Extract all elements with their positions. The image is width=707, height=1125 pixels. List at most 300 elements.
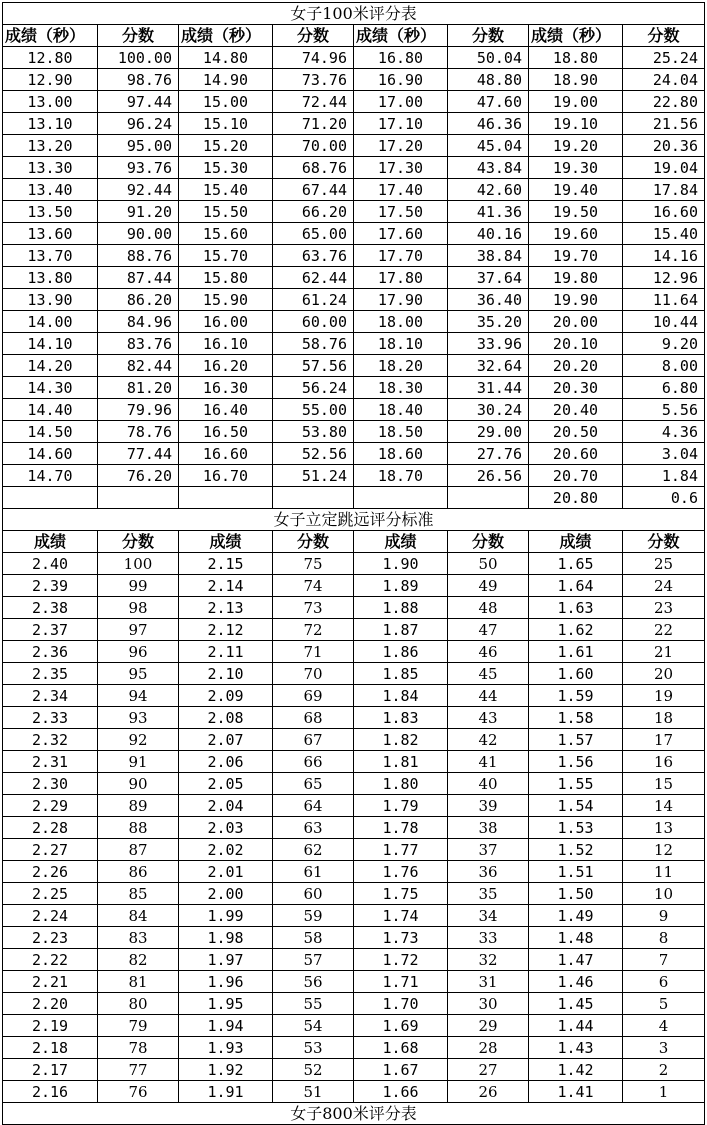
score-cell: 22.80 <box>623 91 705 113</box>
result-cell: 2.34 <box>3 685 98 707</box>
score-column-header: 分数 <box>273 25 354 47</box>
result-cell: 1.45 <box>529 993 623 1015</box>
score-cell: 3.04 <box>623 443 705 465</box>
score-cell: 13 <box>623 817 705 839</box>
result-cell: 2.09 <box>179 685 273 707</box>
table-row <box>3 839 705 861</box>
score-cell: 11.64 <box>623 289 705 311</box>
score-cell: 39 <box>448 795 529 817</box>
result-cell: 19.30 <box>529 157 623 179</box>
result-cell: 1.61 <box>529 641 623 663</box>
result-cell: 19.60 <box>529 223 623 245</box>
result-cell: 18.50 <box>354 421 448 443</box>
score-cell: 29 <box>448 1015 529 1037</box>
result-cell: 15.10 <box>179 113 273 135</box>
result-cell: 15.70 <box>179 245 273 267</box>
score-cell: 43.84 <box>448 157 529 179</box>
score-cell: 56.24 <box>273 377 354 399</box>
result-cell: 18.20 <box>354 355 448 377</box>
score-cell: 16.60 <box>623 201 705 223</box>
table-row <box>3 751 705 773</box>
result-cell: 1.77 <box>354 839 448 861</box>
score-cell: 96 <box>98 641 179 663</box>
result-cell: 2.02 <box>179 839 273 861</box>
score-cell: 71.20 <box>273 113 354 135</box>
result-cell: 16.40 <box>179 399 273 421</box>
score-cell: 47 <box>448 619 529 641</box>
score-cell: 16 <box>623 751 705 773</box>
result-cell: 2.39 <box>3 575 98 597</box>
score-cell: 36.40 <box>448 289 529 311</box>
table-row <box>3 311 705 333</box>
score-cell: 63 <box>273 817 354 839</box>
score-cell: 69 <box>273 685 354 707</box>
result-cell: 2.10 <box>179 663 273 685</box>
result-column-header: 成绩 <box>3 531 98 553</box>
score-cell: 73.76 <box>273 69 354 91</box>
result-cell: 20.60 <box>529 443 623 465</box>
score-cell: 80 <box>98 993 179 1015</box>
score-cell: 93.76 <box>98 157 179 179</box>
score-cell: 41.36 <box>448 201 529 223</box>
score-cell: 88 <box>98 817 179 839</box>
score-cell: 35 <box>448 883 529 905</box>
result-column-header: 成绩（秒） <box>3 25 98 47</box>
table-row <box>3 1081 705 1103</box>
result-cell: 18.80 <box>529 47 623 69</box>
score-cell: 77.44 <box>98 443 179 465</box>
result-cell: 17.80 <box>354 267 448 289</box>
result-cell: 17.00 <box>354 91 448 113</box>
result-cell: 1.58 <box>529 707 623 729</box>
table-row <box>3 597 705 619</box>
result-cell: 19.90 <box>529 289 623 311</box>
result-cell: 1.73 <box>354 927 448 949</box>
score-cell: 32.64 <box>448 355 529 377</box>
result-cell: 2.08 <box>179 707 273 729</box>
result-cell: 1.98 <box>179 927 273 949</box>
score-cell: 65 <box>273 773 354 795</box>
score-cell: 22 <box>623 619 705 641</box>
score-cell: 6.80 <box>623 377 705 399</box>
result-cell: 14.50 <box>3 421 98 443</box>
result-cell: 2.19 <box>3 1015 98 1037</box>
score-cell <box>98 487 179 509</box>
score-cell: 82.44 <box>98 355 179 377</box>
result-cell: 1.94 <box>179 1015 273 1037</box>
score-cell: 17 <box>623 729 705 751</box>
result-cell: 1.87 <box>354 619 448 641</box>
result-cell: 1.48 <box>529 927 623 949</box>
score-cell: 42 <box>448 729 529 751</box>
result-cell: 13.60 <box>3 223 98 245</box>
score-cell: 100 <box>98 553 179 575</box>
score-cell: 45 <box>448 663 529 685</box>
score-cell: 53.80 <box>273 421 354 443</box>
score-cell: 26.56 <box>448 465 529 487</box>
table-row <box>3 223 705 245</box>
result-cell: 20.10 <box>529 333 623 355</box>
result-cell: 1.89 <box>354 575 448 597</box>
table-row <box>3 69 705 91</box>
result-cell: 2.29 <box>3 795 98 817</box>
result-cell: 1.46 <box>529 971 623 993</box>
score-cell: 92 <box>98 729 179 751</box>
score-cell: 49 <box>448 575 529 597</box>
result-cell: 19.20 <box>529 135 623 157</box>
result-cell: 1.99 <box>179 905 273 927</box>
result-cell: 16.90 <box>354 69 448 91</box>
table-row <box>3 135 705 157</box>
result-cell: 2.30 <box>3 773 98 795</box>
score-cell: 71 <box>273 641 354 663</box>
result-cell: 1.60 <box>529 663 623 685</box>
score-cell: 50 <box>448 553 529 575</box>
result-cell: 1.66 <box>354 1081 448 1103</box>
result-cell: 2.16 <box>3 1081 98 1103</box>
score-cell: 31 <box>448 971 529 993</box>
score-cell: 68 <box>273 707 354 729</box>
result-cell: 17.50 <box>354 201 448 223</box>
score-cell: 1 <box>623 1081 705 1103</box>
score-cell: 10 <box>623 883 705 905</box>
result-column-header: 成绩（秒） <box>354 25 448 47</box>
table-row <box>3 553 705 575</box>
score-cell: 78.76 <box>98 421 179 443</box>
result-cell: 18.70 <box>354 465 448 487</box>
result-cell: 15.50 <box>179 201 273 223</box>
table-row <box>3 641 705 663</box>
score-cell: 40 <box>448 773 529 795</box>
score-column-header: 分数 <box>448 531 529 553</box>
result-cell: 16.50 <box>179 421 273 443</box>
score-cell: 14 <box>623 795 705 817</box>
result-cell: 16.80 <box>354 47 448 69</box>
score-cell: 77 <box>98 1059 179 1081</box>
table-row <box>3 289 705 311</box>
score-cell: 44 <box>448 685 529 707</box>
score-cell: 91 <box>98 751 179 773</box>
score-cell: 42.60 <box>448 179 529 201</box>
result-cell: 19.10 <box>529 113 623 135</box>
score-cell: 8.00 <box>623 355 705 377</box>
result-cell: 1.53 <box>529 817 623 839</box>
result-cell: 14.90 <box>179 69 273 91</box>
score-cell: 63.76 <box>273 245 354 267</box>
result-cell: 18.10 <box>354 333 448 355</box>
score-cell: 67 <box>273 729 354 751</box>
score-cell: 87 <box>98 839 179 861</box>
score-cell: 72.44 <box>273 91 354 113</box>
result-cell: 17.40 <box>354 179 448 201</box>
result-cell: 1.70 <box>354 993 448 1015</box>
score-cell: 67.44 <box>273 179 354 201</box>
result-cell: 17.20 <box>354 135 448 157</box>
score-cell: 50.04 <box>448 47 529 69</box>
score-cell: 9 <box>623 905 705 927</box>
result-cell: 14.80 <box>179 47 273 69</box>
score-cell: 83 <box>98 927 179 949</box>
result-cell: 1.84 <box>354 685 448 707</box>
table-row <box>3 1037 705 1059</box>
result-cell: 1.67 <box>354 1059 448 1081</box>
score-cell: 75 <box>273 553 354 575</box>
score-cell: 38 <box>448 817 529 839</box>
result-cell: 15.30 <box>179 157 273 179</box>
result-column-header: 成绩 <box>354 531 448 553</box>
table-row <box>3 949 705 971</box>
result-column-header: 成绩 <box>529 531 623 553</box>
score-cell: 47.60 <box>448 91 529 113</box>
result-cell: 2.17 <box>3 1059 98 1081</box>
result-cell: 2.20 <box>3 993 98 1015</box>
score-cell: 38.84 <box>448 245 529 267</box>
result-cell: 2.32 <box>3 729 98 751</box>
result-cell: 19.80 <box>529 267 623 289</box>
score-cell: 53 <box>273 1037 354 1059</box>
score-cell: 70 <box>273 663 354 685</box>
score-cell: 70.00 <box>273 135 354 157</box>
result-cell: 1.86 <box>354 641 448 663</box>
score-column-header: 分数 <box>273 531 354 553</box>
result-cell <box>3 487 98 509</box>
result-cell: 1.41 <box>529 1081 623 1103</box>
result-cell: 2.11 <box>179 641 273 663</box>
table-row <box>3 47 705 69</box>
score-cell: 36 <box>448 861 529 883</box>
score-cell: 97.44 <box>98 91 179 113</box>
score-cell: 28 <box>448 1037 529 1059</box>
score-cell: 72 <box>273 619 354 641</box>
score-cell: 26 <box>448 1081 529 1103</box>
result-cell: 2.13 <box>179 597 273 619</box>
score-cell: 1.84 <box>623 465 705 487</box>
score-cell: 34 <box>448 905 529 927</box>
score-cell: 73 <box>273 597 354 619</box>
result-cell: 16.30 <box>179 377 273 399</box>
score-cell: 18 <box>623 707 705 729</box>
score-cell: 62.44 <box>273 267 354 289</box>
result-cell: 1.92 <box>179 1059 273 1081</box>
score-cell: 24.04 <box>623 69 705 91</box>
score-cell: 84.96 <box>98 311 179 333</box>
score-cell: 52 <box>273 1059 354 1081</box>
table-row <box>3 201 705 223</box>
score-cell: 45.04 <box>448 135 529 157</box>
result-cell: 1.69 <box>354 1015 448 1037</box>
score-cell: 12 <box>623 839 705 861</box>
score-cell: 93 <box>98 707 179 729</box>
result-cell: 2.27 <box>3 839 98 861</box>
score-cell: 9.20 <box>623 333 705 355</box>
table-row <box>3 817 705 839</box>
score-cell: 74.96 <box>273 47 354 69</box>
result-cell: 15.40 <box>179 179 273 201</box>
score-cell: 98 <box>98 597 179 619</box>
result-cell: 16.00 <box>179 311 273 333</box>
score-cell: 7 <box>623 949 705 971</box>
score-column-header: 分数 <box>448 25 529 47</box>
result-cell: 1.96 <box>179 971 273 993</box>
result-cell: 1.72 <box>354 949 448 971</box>
score-cell: 10.44 <box>623 311 705 333</box>
score-cell <box>273 487 354 509</box>
score-cell: 94 <box>98 685 179 707</box>
result-cell: 1.68 <box>354 1037 448 1059</box>
table-row <box>3 355 705 377</box>
result-cell: 2.36 <box>3 641 98 663</box>
table-row <box>3 487 705 509</box>
score-cell: 100.00 <box>98 47 179 69</box>
result-cell: 18.60 <box>354 443 448 465</box>
score-cell: 15 <box>623 773 705 795</box>
score-cell: 65.00 <box>273 223 354 245</box>
result-cell: 1.47 <box>529 949 623 971</box>
result-cell: 1.91 <box>179 1081 273 1103</box>
result-cell: 2.23 <box>3 927 98 949</box>
score-cell: 97 <box>98 619 179 641</box>
score-cell: 86 <box>98 861 179 883</box>
result-cell: 1.59 <box>529 685 623 707</box>
score-cell: 79.96 <box>98 399 179 421</box>
result-cell: 2.07 <box>179 729 273 751</box>
score-cell: 95 <box>98 663 179 685</box>
score-cell: 91.20 <box>98 201 179 223</box>
result-cell: 2.28 <box>3 817 98 839</box>
score-cell: 84 <box>98 905 179 927</box>
result-cell: 20.50 <box>529 421 623 443</box>
result-cell: 13.30 <box>3 157 98 179</box>
score-cell: 35.20 <box>448 311 529 333</box>
result-cell: 1.93 <box>179 1037 273 1059</box>
score-cell: 29.00 <box>448 421 529 443</box>
table-row <box>3 861 705 883</box>
table-row <box>3 773 705 795</box>
score-cell: 64 <box>273 795 354 817</box>
score-cell: 52.56 <box>273 443 354 465</box>
result-cell: 2.05 <box>179 773 273 795</box>
result-cell: 16.60 <box>179 443 273 465</box>
result-cell: 1.57 <box>529 729 623 751</box>
score-cell: 58.76 <box>273 333 354 355</box>
table-row <box>3 619 705 641</box>
result-cell <box>179 487 273 509</box>
result-cell: 2.40 <box>3 553 98 575</box>
result-cell: 1.90 <box>354 553 448 575</box>
sprint-header-row <box>3 25 705 47</box>
result-cell: 2.35 <box>3 663 98 685</box>
result-cell: 1.54 <box>529 795 623 817</box>
score-cell: 90 <box>98 773 179 795</box>
result-cell: 2.26 <box>3 861 98 883</box>
result-cell: 2.15 <box>179 553 273 575</box>
result-cell: 2.12 <box>179 619 273 641</box>
result-cell: 15.00 <box>179 91 273 113</box>
score-cell: 12.96 <box>623 267 705 289</box>
result-cell: 2.38 <box>3 597 98 619</box>
result-cell: 20.40 <box>529 399 623 421</box>
score-cell: 43 <box>448 707 529 729</box>
table-row <box>3 575 705 597</box>
score-cell: 56 <box>273 971 354 993</box>
result-cell: 2.24 <box>3 905 98 927</box>
table-row <box>3 179 705 201</box>
result-cell: 18.90 <box>529 69 623 91</box>
score-cell: 25 <box>623 553 705 575</box>
score-cell: 19.04 <box>623 157 705 179</box>
result-cell: 13.40 <box>3 179 98 201</box>
result-cell: 2.33 <box>3 707 98 729</box>
score-cell: 92.44 <box>98 179 179 201</box>
table-row <box>3 267 705 289</box>
result-cell: 1.80 <box>354 773 448 795</box>
result-cell: 2.03 <box>179 817 273 839</box>
score-cell: 41 <box>448 751 529 773</box>
result-cell: 15.20 <box>179 135 273 157</box>
sprint-title-row <box>3 3 705 25</box>
table-row <box>3 377 705 399</box>
result-cell: 14.40 <box>3 399 98 421</box>
score-cell: 76.20 <box>98 465 179 487</box>
result-cell: 1.81 <box>354 751 448 773</box>
score-cell: 54 <box>273 1015 354 1037</box>
result-cell: 16.70 <box>179 465 273 487</box>
result-cell: 14.20 <box>3 355 98 377</box>
score-cell: 66.20 <box>273 201 354 223</box>
result-cell: 13.10 <box>3 113 98 135</box>
result-cell: 18.30 <box>354 377 448 399</box>
result-cell: 20.70 <box>529 465 623 487</box>
table-row <box>3 91 705 113</box>
score-cell: 81 <box>98 971 179 993</box>
result-cell: 1.88 <box>354 597 448 619</box>
result-cell: 1.52 <box>529 839 623 861</box>
table-row <box>3 707 705 729</box>
result-cell: 2.14 <box>179 575 273 597</box>
score-cell: 40.16 <box>448 223 529 245</box>
score-cell: 2 <box>623 1059 705 1081</box>
result-cell: 15.80 <box>179 267 273 289</box>
score-cell: 8 <box>623 927 705 949</box>
score-cell: 30 <box>448 993 529 1015</box>
score-cell: 20 <box>623 663 705 685</box>
score-cell: 4 <box>623 1015 705 1037</box>
score-cell: 33.96 <box>448 333 529 355</box>
score-table <box>2 2 705 1125</box>
score-cell: 51 <box>273 1081 354 1103</box>
sprint-title: 女子100米评分表 <box>3 3 705 25</box>
score-cell: 24 <box>623 575 705 597</box>
result-cell: 2.37 <box>3 619 98 641</box>
result-cell: 17.70 <box>354 245 448 267</box>
score-cell: 99 <box>98 575 179 597</box>
score-cell: 32 <box>448 949 529 971</box>
score-cell: 33 <box>448 927 529 949</box>
result-cell: 13.80 <box>3 267 98 289</box>
result-cell: 13.50 <box>3 201 98 223</box>
score-cell: 79 <box>98 1015 179 1037</box>
result-cell: 1.55 <box>529 773 623 795</box>
score-cell: 61.24 <box>273 289 354 311</box>
table-row <box>3 905 705 927</box>
score-cell: 5.56 <box>623 399 705 421</box>
score-cell: 31.44 <box>448 377 529 399</box>
score-column-header: 分数 <box>623 531 705 553</box>
result-cell: 2.04 <box>179 795 273 817</box>
table-row <box>3 927 705 949</box>
score-cell: 46.36 <box>448 113 529 135</box>
result-cell: 1.79 <box>354 795 448 817</box>
